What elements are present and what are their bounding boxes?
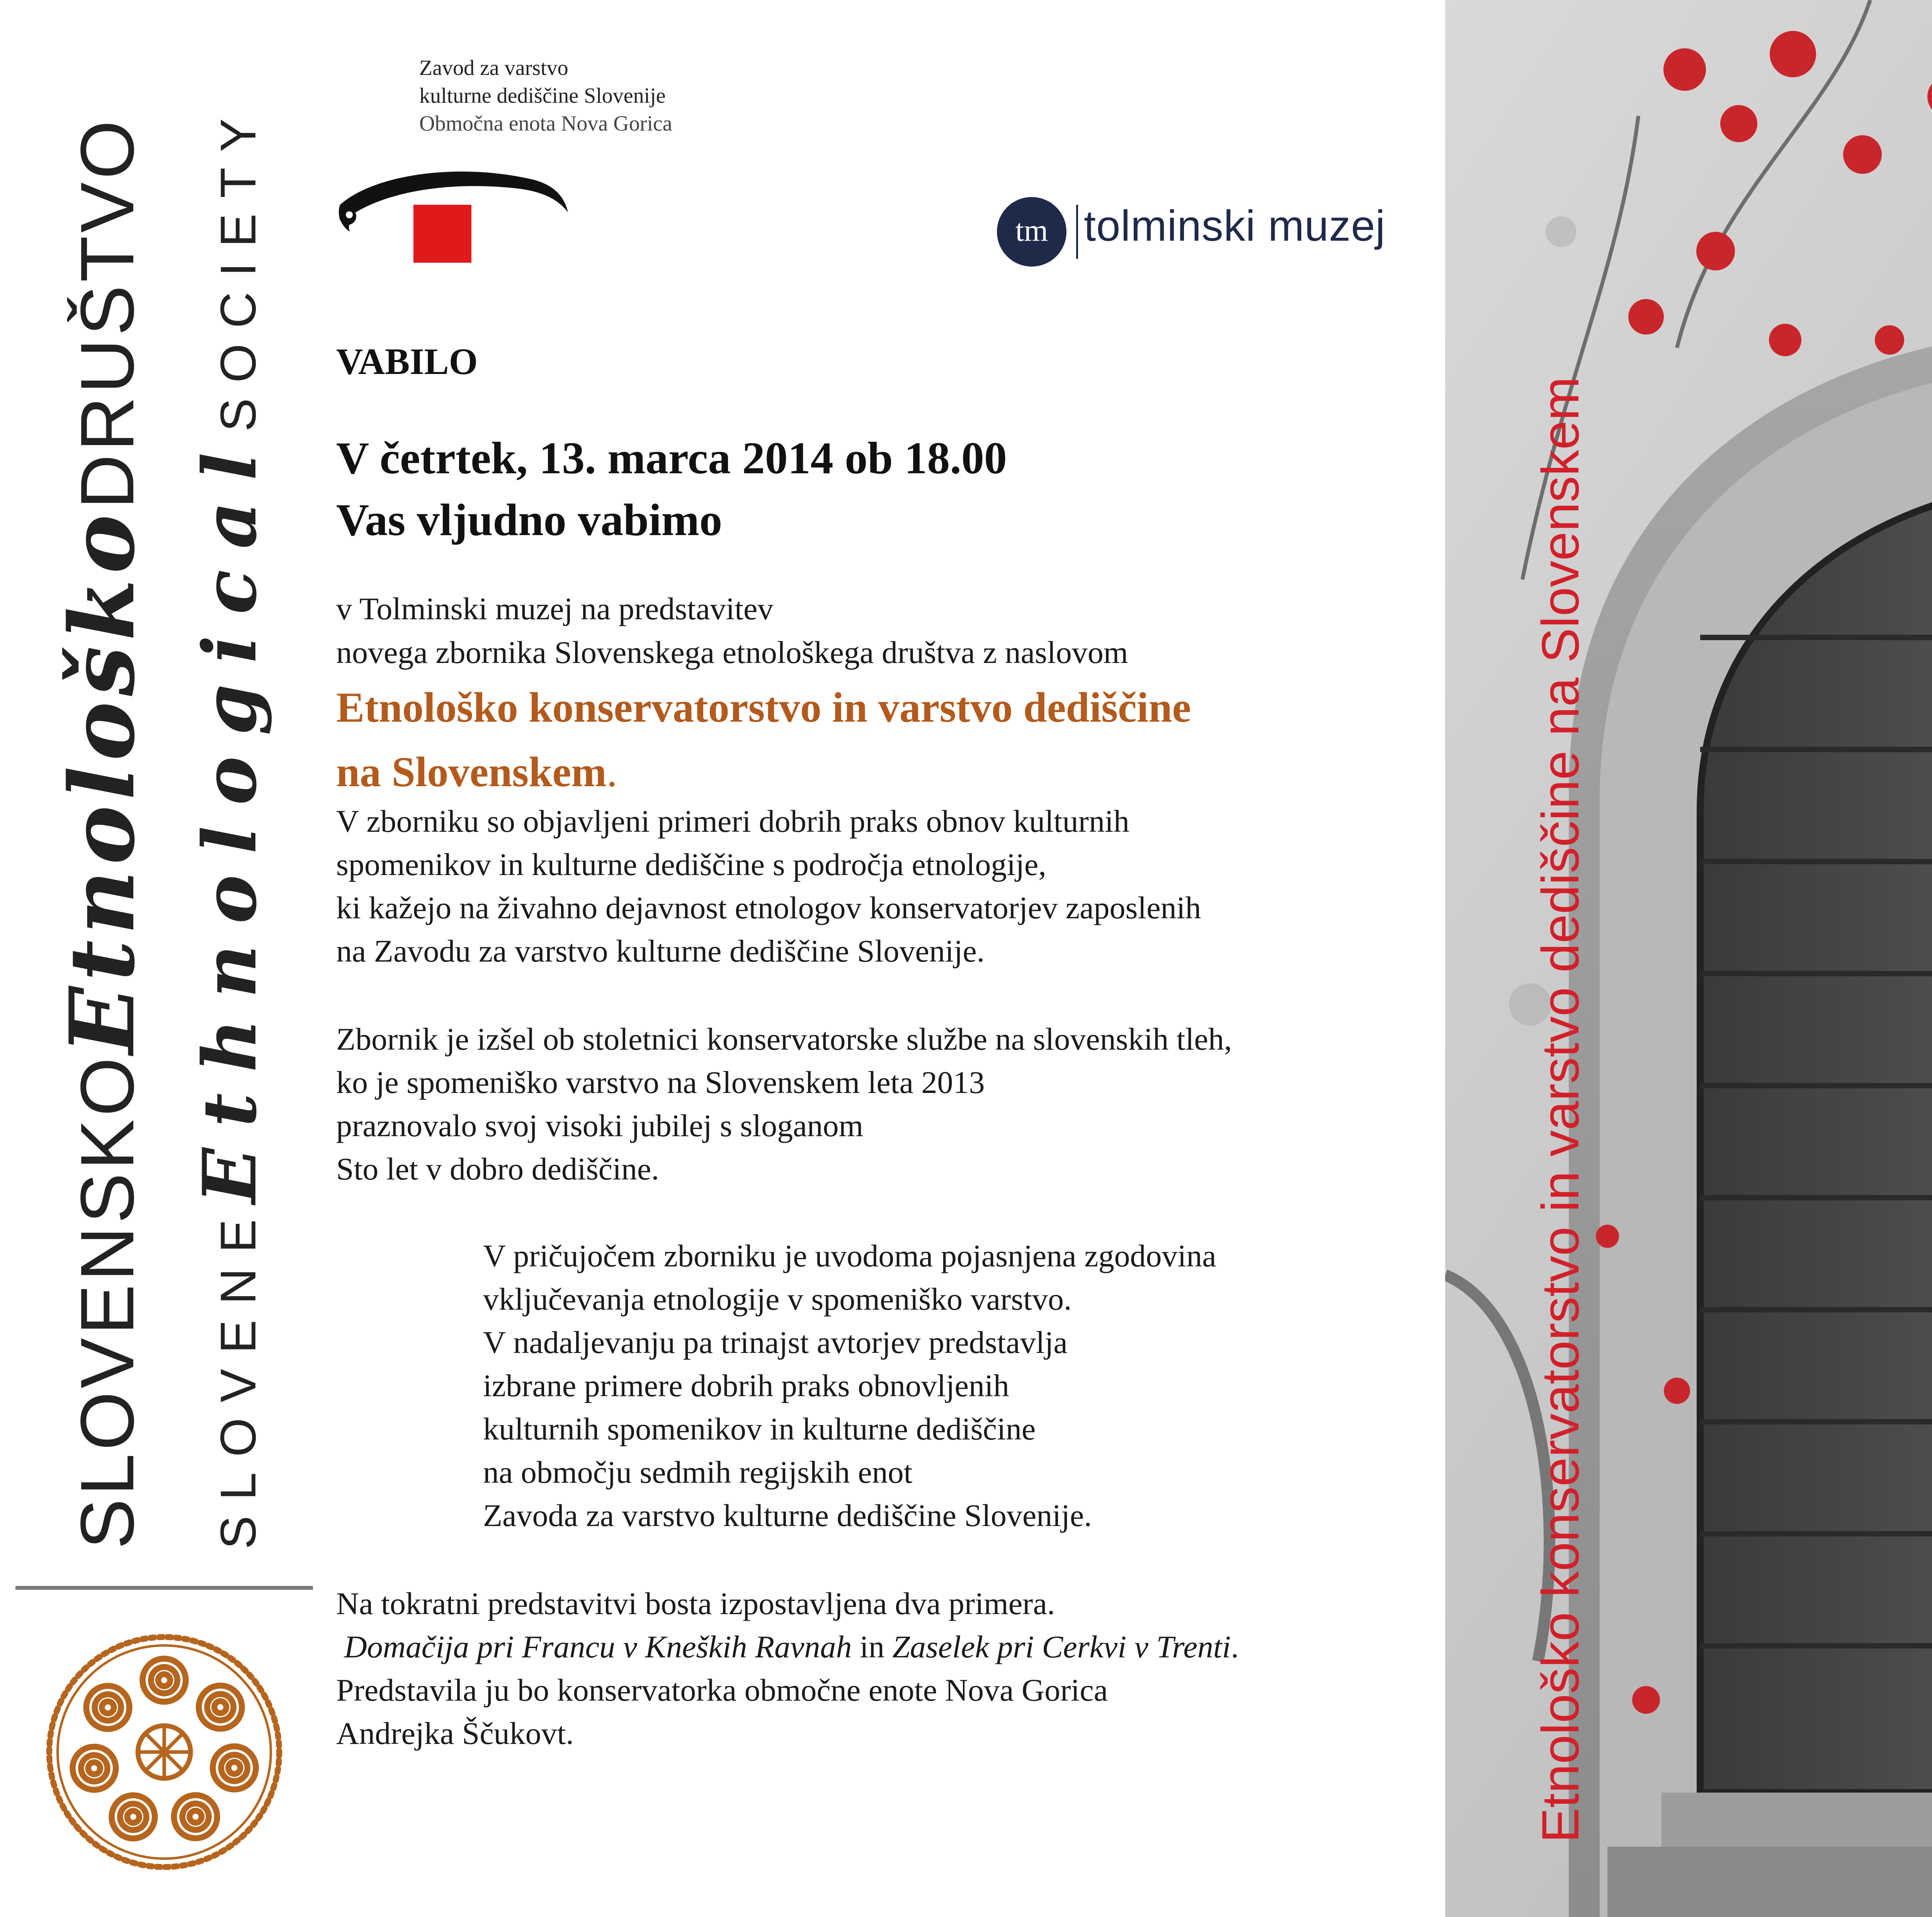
- example-hamlet: Zaselek pri Cerkvi v Trenti: [892, 1629, 1231, 1664]
- invitation-heading: VABILO: [336, 341, 478, 382]
- arched-wooden-door-with-red-ivy-photo: [1445, 0, 1932, 1917]
- book-title-period: .: [606, 748, 617, 795]
- left-divider: [15, 1586, 313, 1590]
- book-title-line: [336, 748, 617, 797]
- paragraph4-line2: [336, 1631, 1239, 1663]
- event-date: V četrtek, 13. marca 2014 ob 18.00: [336, 433, 1007, 483]
- paragraph1-line: spomenikov in kulturne dediščine s področja etnologije,: [336, 847, 1046, 882]
- society-slovene-part1: SLOVENSKO: [65, 1054, 150, 1549]
- paragraph3-line: kulturnih spomenikov in kulturne dediščine: [483, 1411, 1036, 1446]
- paragraph3-line: izbrane primere dobrih praks obnovljenih: [483, 1368, 1009, 1403]
- zvkds-line3: Območna enota Nova Gorica: [419, 112, 672, 136]
- paragraph2-line: Zbornik je izšel ob stoletnici konservatorske službe na slovenskih tleh,: [336, 1021, 1232, 1057]
- example-connector: in: [860, 1629, 884, 1664]
- spiral-rosette-ornament-icon: [44, 1632, 284, 1872]
- intro-line: v Tolminski muzej na predstavitev: [336, 591, 774, 626]
- zvkds-line1: Zavod za varstvo: [419, 56, 568, 80]
- paragraph3-line: V nadaljevanju pa trinajst avtorjev predstavlja: [483, 1325, 1068, 1360]
- paragraph2-line: praznovalo svoj visoki jubilej s sloganom: [336, 1108, 864, 1143]
- tolminski-muzej-name: tolminski muzej: [1084, 202, 1386, 250]
- paragraph3-line: V pričujočem zborniku je uvodoma pojasnjena zgodovina: [483, 1238, 1216, 1273]
- paragraph1-line: V zborniku so objavljeni primeri dobrih praks obnov kulturnih: [336, 804, 1129, 839]
- paragraph4-line4: Andrejka Ščukovt.: [336, 1716, 574, 1751]
- zvkds-name: [419, 54, 672, 138]
- society-name-slovene: [50, 117, 155, 1549]
- paragraph3-line: na območju sedmih regijskih enot: [483, 1455, 913, 1490]
- paragraph4-line1: Na tokratni predstavitvi bosta izpostavljena dva primera.: [336, 1586, 1055, 1621]
- paragraph2-line: Sto let v dobro dediščine.: [336, 1151, 659, 1186]
- society-english-part2: Ethnological: [187, 432, 273, 1204]
- arc-and-red-square-logo-icon: [332, 158, 572, 270]
- book-title-line: Etnološko konservatorstvo in varstvo dediščine: [336, 684, 1191, 731]
- paragraph3-line: vključevanja etnologije v spomeniško varstvo.: [483, 1281, 1072, 1317]
- paragraph4-line2-end: .: [1231, 1629, 1239, 1664]
- society-english-part3: SOCIETY: [210, 103, 266, 432]
- example-homestead: Domačija pri Francu v Kneških Ravnah: [344, 1629, 852, 1664]
- paragraph4-line3: Predstavila ju bo konservatorka območne enote Nova Gorica: [336, 1672, 1108, 1708]
- intro-line: novega zbornika Slovenskega etnološkega društva z naslovom: [336, 635, 1128, 670]
- paragraph1-line: na Zavodu za varstvo kulturne dediščine Slovenije.: [336, 933, 985, 969]
- society-english-part1: SLOVENE: [210, 1203, 266, 1549]
- society-name-english: [187, 103, 273, 1549]
- paragraph1-line: ki kažejo na živahno dejavnost etnologov konservatorjev zaposlenih: [336, 890, 1201, 925]
- paragraph3-line: Zavoda za varstvo kulturne dediščine Slovenije.: [483, 1498, 1092, 1533]
- zvkds-line2: kulturne dediščine Slovenije: [419, 84, 666, 108]
- invite-line: Vas vljudno vabimo: [336, 495, 722, 545]
- photo-caption: Etnološko konservatorstvo in varstvo dediščine na Slovenskem: [1531, 377, 1590, 1843]
- tm-monogram: tm: [1015, 214, 1048, 248]
- paragraph2-line: ko je spomeniško varstvo na Slovenskem leta 2013: [336, 1065, 985, 1100]
- book-title-line2: na Slovenskem: [336, 748, 607, 795]
- society-slovene-part3: DRUŠTVO: [65, 117, 150, 509]
- society-slovene-part2: Etnološko: [50, 509, 155, 1054]
